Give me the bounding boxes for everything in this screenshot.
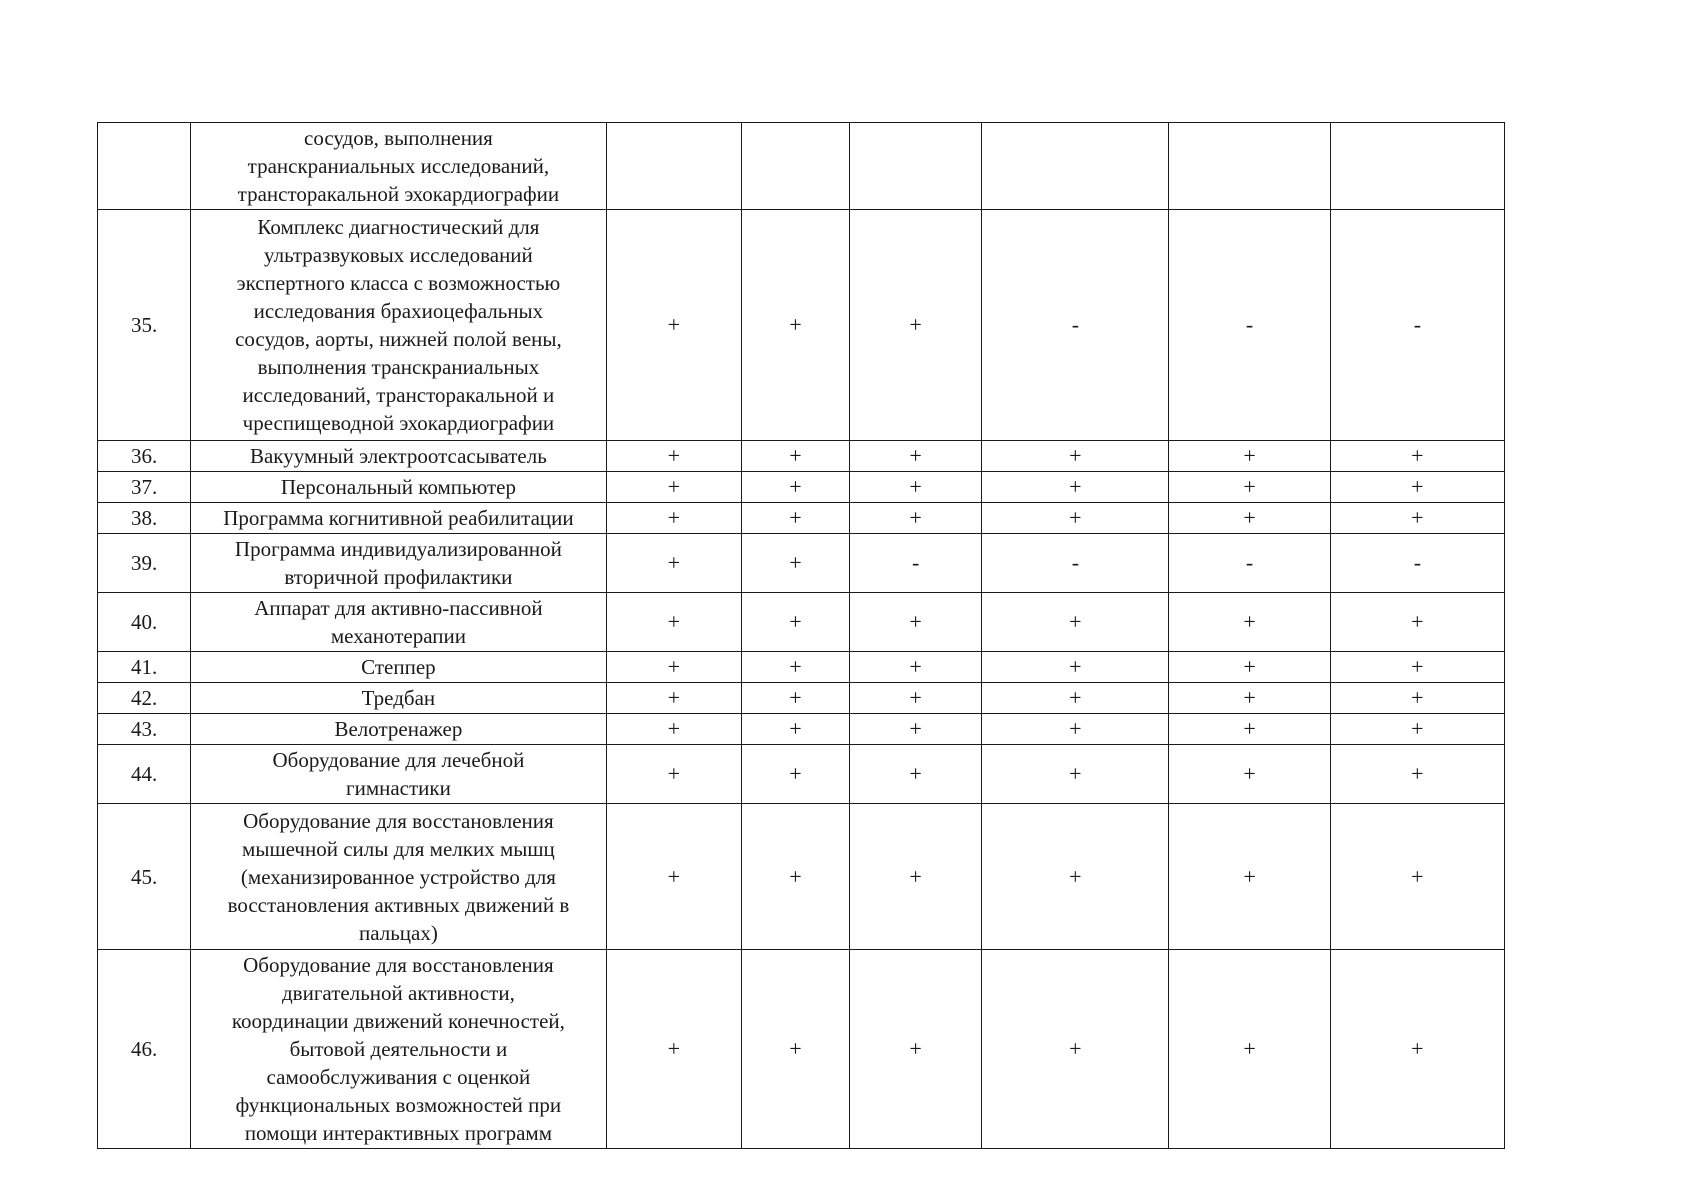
availability-mark: +	[741, 503, 849, 534]
equipment-name: Велотренажер	[191, 714, 607, 745]
availability-mark: +	[982, 503, 1169, 534]
equipment-table-body	[98, 123, 1505, 1149]
availability-mark: +	[850, 745, 982, 804]
availability-mark: +	[606, 652, 741, 683]
availability-mark: +	[850, 804, 982, 950]
availability-mark: +	[850, 210, 982, 441]
equipment-name: Программа когнитивной реабилитации	[191, 503, 607, 534]
availability-mark: +	[982, 441, 1169, 472]
equipment-name: Комплекс диагностический для ультразвуковых исследований экспертного класса с возможностью исследования брахиоцефальных сосудов, аорты, нижней полой вены, выполнения транскраниальных исследований, трансторакальной и чреспищеводной эхокардиографии	[191, 210, 607, 441]
availability-mark: +	[1330, 804, 1504, 950]
availability-mark: +	[606, 683, 741, 714]
availability-mark: +	[1330, 441, 1504, 472]
availability-mark	[606, 123, 741, 210]
table-row	[98, 683, 1505, 714]
availability-mark: +	[606, 534, 741, 593]
table-row	[98, 714, 1505, 745]
availability-mark: -	[982, 210, 1169, 441]
table-row	[98, 804, 1505, 950]
table-row	[98, 652, 1505, 683]
row-number: 38.	[98, 503, 191, 534]
availability-mark: +	[982, 804, 1169, 950]
row-number: 46.	[98, 950, 191, 1149]
availability-mark: +	[1330, 745, 1504, 804]
availability-mark: +	[1169, 950, 1330, 1149]
equipment-name: Степпер	[191, 652, 607, 683]
availability-mark	[741, 123, 849, 210]
availability-mark: +	[1169, 714, 1330, 745]
availability-mark: +	[1169, 503, 1330, 534]
row-number: 39.	[98, 534, 191, 593]
availability-mark: +	[606, 950, 741, 1149]
availability-mark: +	[982, 683, 1169, 714]
table-row	[98, 593, 1505, 652]
availability-mark: +	[741, 950, 849, 1149]
equipment-name: Персональный компьютер	[191, 472, 607, 503]
availability-mark	[982, 123, 1169, 210]
availability-mark: +	[1169, 683, 1330, 714]
table-row	[98, 441, 1505, 472]
availability-mark: +	[1169, 804, 1330, 950]
table-row	[98, 472, 1505, 503]
availability-mark: +	[982, 745, 1169, 804]
table-row	[98, 210, 1505, 441]
availability-mark: +	[741, 441, 849, 472]
availability-mark: +	[1330, 714, 1504, 745]
availability-mark: +	[741, 804, 849, 950]
availability-mark: +	[850, 714, 982, 745]
availability-mark: +	[741, 593, 849, 652]
row-number: 41.	[98, 652, 191, 683]
equipment-name: Аппарат для активно-пассивной механотерапии	[191, 593, 607, 652]
row-number: 44.	[98, 745, 191, 804]
availability-mark	[1169, 123, 1330, 210]
row-number: 43.	[98, 714, 191, 745]
row-number	[98, 123, 191, 210]
availability-mark: -	[1330, 534, 1504, 593]
availability-mark: +	[741, 534, 849, 593]
availability-mark: +	[1169, 472, 1330, 503]
equipment-name: Оборудование для восстановления двигательной активности, координации движений конечностей, бытовой деятельности и самообслуживания с оценкой функциональных возможностей при помощи интерактивных программ	[191, 950, 607, 1149]
equipment-name: Вакуумный электроотсасыватель	[191, 441, 607, 472]
table-row	[98, 503, 1505, 534]
availability-mark: +	[741, 683, 849, 714]
table-row	[98, 123, 1505, 210]
equipment-name: Программа индивидуализированной вторичной профилактики	[191, 534, 607, 593]
availability-mark	[1330, 123, 1504, 210]
availability-mark: +	[606, 714, 741, 745]
equipment-name: Оборудование для восстановления мышечной силы для мелких мышц (механизированное устройство для восстановления активных движений в пальцах)	[191, 804, 607, 950]
availability-mark: +	[1330, 950, 1504, 1149]
availability-mark: +	[850, 503, 982, 534]
availability-mark: -	[1169, 534, 1330, 593]
availability-mark: +	[850, 652, 982, 683]
availability-mark: +	[741, 652, 849, 683]
equipment-name: Оборудование для лечебной гимнастики	[191, 745, 607, 804]
availability-mark: +	[606, 441, 741, 472]
availability-mark: +	[850, 593, 982, 652]
availability-mark: +	[982, 593, 1169, 652]
availability-mark: +	[1330, 683, 1504, 714]
availability-mark: +	[982, 950, 1169, 1149]
availability-mark: +	[741, 210, 849, 441]
row-number: 40.	[98, 593, 191, 652]
row-number: 42.	[98, 683, 191, 714]
availability-mark: +	[1169, 593, 1330, 652]
availability-mark: +	[1169, 745, 1330, 804]
availability-mark: +	[741, 745, 849, 804]
availability-mark: +	[1330, 593, 1504, 652]
availability-mark: +	[850, 441, 982, 472]
row-number: 37.	[98, 472, 191, 503]
availability-mark: +	[1169, 652, 1330, 683]
availability-mark: +	[1330, 503, 1504, 534]
row-number: 45.	[98, 804, 191, 950]
availability-mark: +	[606, 210, 741, 441]
table-row	[98, 534, 1505, 593]
availability-mark: +	[982, 472, 1169, 503]
availability-mark: +	[606, 472, 741, 503]
availability-mark: +	[982, 652, 1169, 683]
availability-mark: -	[850, 534, 982, 593]
availability-mark: +	[850, 683, 982, 714]
availability-mark	[850, 123, 982, 210]
availability-mark: +	[1330, 652, 1504, 683]
availability-mark: +	[606, 503, 741, 534]
availability-mark: +	[606, 804, 741, 950]
row-number: 36.	[98, 441, 191, 472]
availability-mark: +	[606, 745, 741, 804]
table-row	[98, 950, 1505, 1149]
availability-mark: +	[741, 714, 849, 745]
table-row	[98, 745, 1505, 804]
availability-mark: +	[850, 472, 982, 503]
availability-mark: +	[741, 472, 849, 503]
availability-mark: +	[1330, 472, 1504, 503]
equipment-name: сосудов, выполнения транскраниальных исследований, трансторакальной эхокардиографии	[191, 123, 607, 210]
equipment-name: Тредбан	[191, 683, 607, 714]
availability-mark: -	[1169, 210, 1330, 441]
availability-mark: +	[982, 714, 1169, 745]
availability-mark: +	[1169, 441, 1330, 472]
availability-mark: -	[982, 534, 1169, 593]
equipment-table	[97, 122, 1505, 1149]
availability-mark: +	[606, 593, 741, 652]
availability-mark: -	[1330, 210, 1504, 441]
row-number: 35.	[98, 210, 191, 441]
availability-mark: +	[850, 950, 982, 1149]
